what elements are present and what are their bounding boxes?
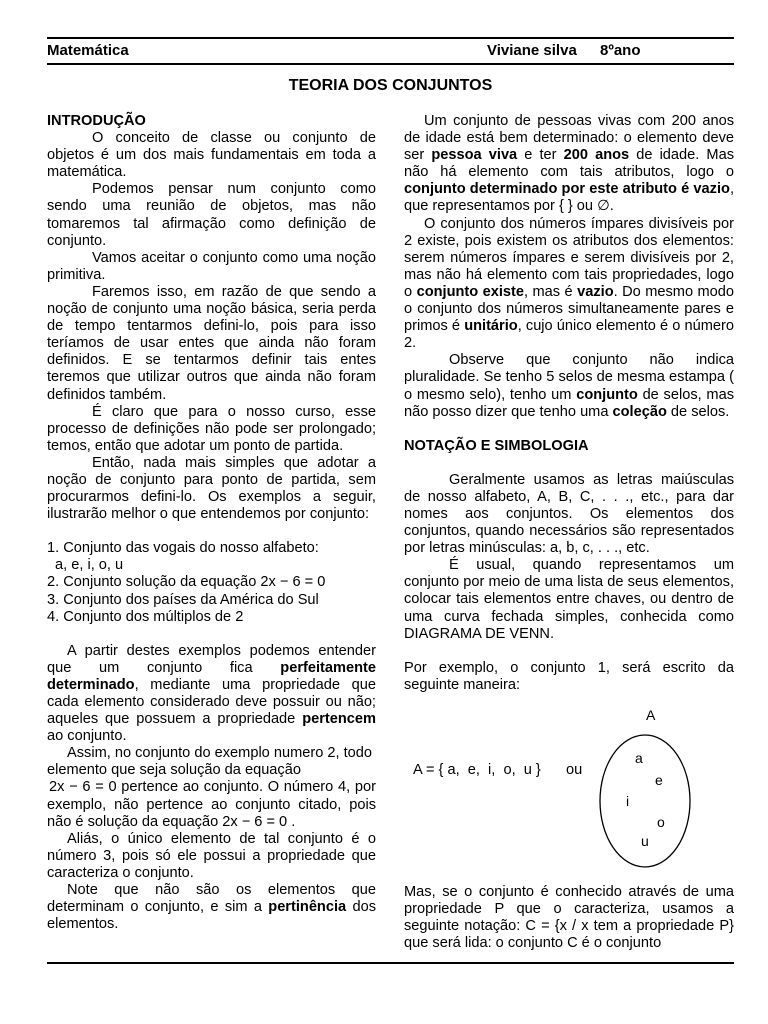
paragraph: Aliás, o único elemento de tal conjunto é o número 3, pois só ele possui a propriedade que caracteriza o conjunto. [47,830,376,881]
subject-label: Matemática [47,42,129,59]
bottom-rule [47,962,734,964]
intro-heading: INTRODUÇÃO [47,113,146,129]
paragraph: O conceito de classe ou conjunto de objetos é um dos mais fundamentais em toda a matemática. [47,130,376,181]
venn-element: i [626,793,630,809]
venn-element: a [635,750,643,766]
paragraph: É usual, quando representamos um conjunto por meio de uma lista de seus elementos, colocar tais elementos entre chaves, ou dentro de uma curva fechada simples, conhecida como DIAGRAMA DE VENN. [404,557,734,642]
venn-element: o [657,814,665,830]
paragraph: Então, nada mais simples que adotar a noção de conjunto para ponto de partida, sem procurarmos defini-lo. Os exemplos a seguir, ilustrarão melhor o que entendemos por conjunto: [47,454,376,523]
paragraph: É claro que para o nosso curso, esse processo de definições não pode ser prolongado; temos, então que adotar um ponto de partida. [47,403,376,454]
venn-set-label: A [646,707,656,723]
paragraph: Um conjunto de pessoas vivas com 200 anos de idade está bem determinado: o elemento deve ser pessoa viva e ter 200 anos de idade. Mas não há elemento com tais atributos, logo o conjunto determinado por este atributo é vazio, que representamos por { } ou ∅. [404,113,734,215]
author-label: Viviane silva [487,42,577,59]
grade-label: 8ºano [600,42,641,59]
venn-element: u [641,833,649,849]
paragraph: Assim, no conjunto do exemplo numero 2, todo elemento que seja solução da equação [47,745,373,779]
list-item: 3. Conjunto dos países da América do Sul [47,591,319,608]
page-title: TEORIA DOS CONJUNTOS [288,77,493,94]
paragraph: Faremos isso, em razão de que sendo a noção de conjunto uma noção básica, seria perda de tempo tentarmos defini-lo, pois para isso teríamos de usar entes que ainda não foram definidos. E se tentarmos definir tais entes teremos que utilizar outros que ainda não foram definidos também. [47,283,376,403]
paragraph: Podemos pensar num conjunto como sendo uma reunião de objetos, mas não tomaremos tal afirmação como definição de conjunto. [47,181,376,249]
left-column [47,113,376,933]
header-rule [47,63,734,65]
paragraph: Note que não são os elementos que determinam o conjunto, e sim a pertinência dos elementos. [47,882,376,933]
paragraph: Por exemplo, o conjunto 1, será escrito da seguinte maneira: [404,659,734,693]
venn-element: e [655,772,663,788]
right-column [404,113,734,694]
list-item: 4. Conjunto dos múltiplos de 2 [47,608,244,625]
list-item: 2. Conjunto solução da equação 2x − 6 = 0 [47,574,326,591]
list-item: 1. Conjunto das vogais do nosso alfabeto: a, e, i, o, u [47,540,319,574]
paragraph: Vamos aceitar o conjunto como uma noção primitiva. [47,249,376,283]
notation-heading: NOTAÇÃO E SIMBOLOGIA [404,437,589,454]
or-label: ou [566,762,583,778]
paragraph: Observe que conjunto não indica pluralidade. Se tenho 5 selos de mesma estampa ( o mesmo selo), tenho um conjunto de selos, mas não posso dizer que tenho uma coleção de selos. [404,352,734,420]
paragraph: Mas, se o conjunto é conhecido através de uma propriedade P que o caracteriza, usamos a seguinte notação: C = {x / x tem a propriedade P} que será lida: o conjunto C é o conjunto [404,884,734,952]
paragraph: 2x − 6 = 0 pertence ao conjunto. O número 4, por exemplo, não pertence ao conjunto citado, pois não é solução da equação 2x − 6 = 0 . [47,779,376,830]
set-notation: A = { a, e, i, o, u } [413,762,541,778]
examples-list [47,540,376,625]
paragraph: O conjunto dos números ímpares divisíveis por 2 existe, pois existem os atributos dos elementos: serem números ímpares e serem divisíveis por 2, mas não há elemento com tais propriedades, logo o conjunto existe, mas é vazio. Do mesmo modo o conjunto dos números simultaneamente pares e primos é unitário, cujo único elemento é o número 2. [404,215,735,352]
paragraph: A partir destes exemplos podemos entender que um conjunto fica perfeitamente determinado, mediante uma propriedade que cada elemento considerado deve possuir ou não; aqueles que possuem a propriedade pertencem ao conjunto. [47,642,376,745]
venn-diagram [590,705,730,870]
top-rule [47,37,734,39]
paragraph: Geralmente usamos as letras maiúsculas de nosso alfabeto, A, B, C, . . ., etc., para dar nomes aos conjuntos. Os elementos dos conjuntos, quando necessários são representados por letras minúsculas: a, b, c, . . ., etc. [404,471,734,557]
